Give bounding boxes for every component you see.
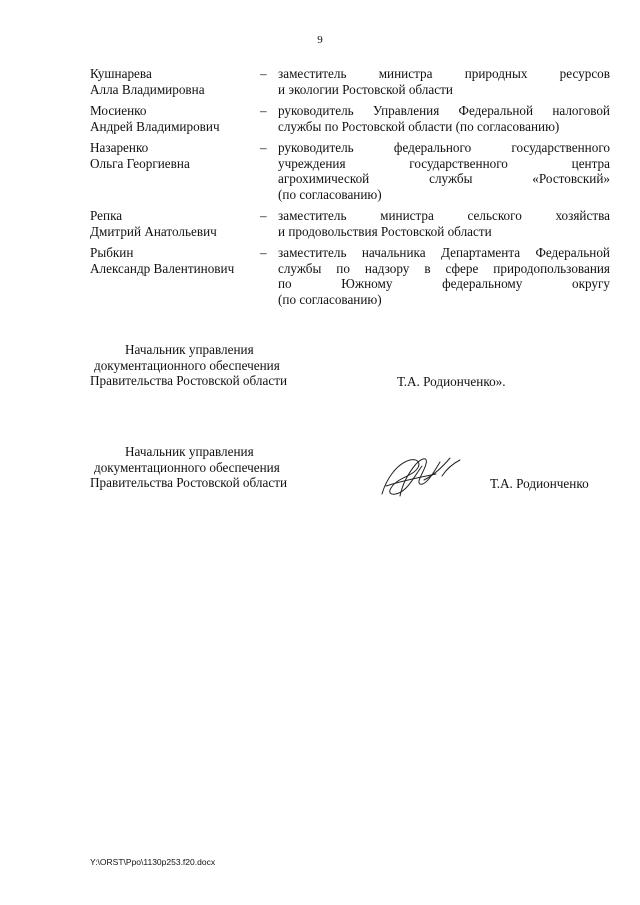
file-path-footer: Y:\ORST\Ppo\1130p253.f20.docx (90, 857, 216, 867)
signatory-title-line: документационного обеспечения (94, 357, 280, 373)
member-position (278, 140, 610, 202)
signatory-title-line: Начальник управления (125, 342, 254, 357)
position-line: заместитель министра природных ресурсов (278, 66, 610, 81)
member-surname: Рыбкин (90, 245, 134, 260)
member-given-name: Ольга Георгиевна (90, 155, 190, 171)
member-position (278, 103, 610, 134)
member-dash: – (260, 103, 267, 118)
member-dash: – (260, 140, 267, 155)
member-row (90, 208, 610, 239)
member-name (90, 245, 260, 307)
position-line: учреждения государственного центра (278, 155, 610, 171)
member-position (278, 245, 610, 307)
member-position (278, 66, 610, 97)
member-surname: Назаренко (90, 140, 149, 155)
member-given-name: Дмитрий Анатольевич (90, 223, 217, 239)
signatory-name: Т.А. Родионченко (490, 476, 589, 491)
member-row (90, 245, 610, 307)
position-line: по Южному федеральному округу (278, 276, 610, 291)
position-line: службы по надзору в сфере природопользования (278, 260, 610, 276)
member-dash: – (260, 245, 267, 260)
position-line: и экологии Ростовской области (278, 81, 453, 97)
position-line: (по согласованию) (278, 291, 382, 307)
signature-block-title (90, 444, 287, 491)
members-list (90, 66, 610, 313)
signatory-name: Т.А. Родионченко». (397, 374, 506, 389)
member-surname: Репка (90, 208, 123, 223)
member-given-name: Алла Владимировна (90, 81, 205, 97)
position-line: заместитель начальника Департамента Федеральной (278, 245, 610, 260)
position-line: заместитель министра сельского хозяйства (278, 208, 610, 223)
member-dash: – (260, 66, 267, 81)
member-given-name: Александр Валентинович (90, 260, 235, 276)
member-name (90, 208, 260, 239)
member-row (90, 66, 610, 97)
position-line: и продовольствия Ростовской области (278, 223, 492, 239)
position-line: агрохимической службы «Ростовский» (278, 171, 610, 186)
handwritten-signature (376, 450, 466, 502)
member-surname: Кушнарева (90, 66, 152, 81)
member-given-name: Андрей Владимирович (90, 118, 220, 134)
position-line: службы по Ростовской области (по согласованию) (278, 118, 560, 134)
position-line: руководитель федерального государственного (278, 140, 610, 155)
member-surname: Мосиенко (90, 103, 147, 118)
member-name (90, 103, 260, 134)
member-row (90, 140, 610, 202)
member-dash: – (260, 208, 267, 223)
member-position (278, 208, 610, 239)
member-name (90, 140, 260, 202)
member-row (90, 103, 610, 134)
signatory-title-line: Правительства Ростовской области (90, 475, 288, 490)
position-line: (по согласованию) (278, 186, 382, 202)
page-number: 9 (317, 34, 323, 46)
position-line: руководитель Управления Федеральной налоговой (278, 103, 610, 118)
signatory-title-line: Правительства Ростовской области (90, 373, 288, 388)
signatory-title-line: Начальник управления (125, 444, 254, 459)
signatory-title-line: документационного обеспечения (94, 459, 280, 475)
member-name (90, 66, 260, 97)
signature-block-title (90, 342, 287, 389)
